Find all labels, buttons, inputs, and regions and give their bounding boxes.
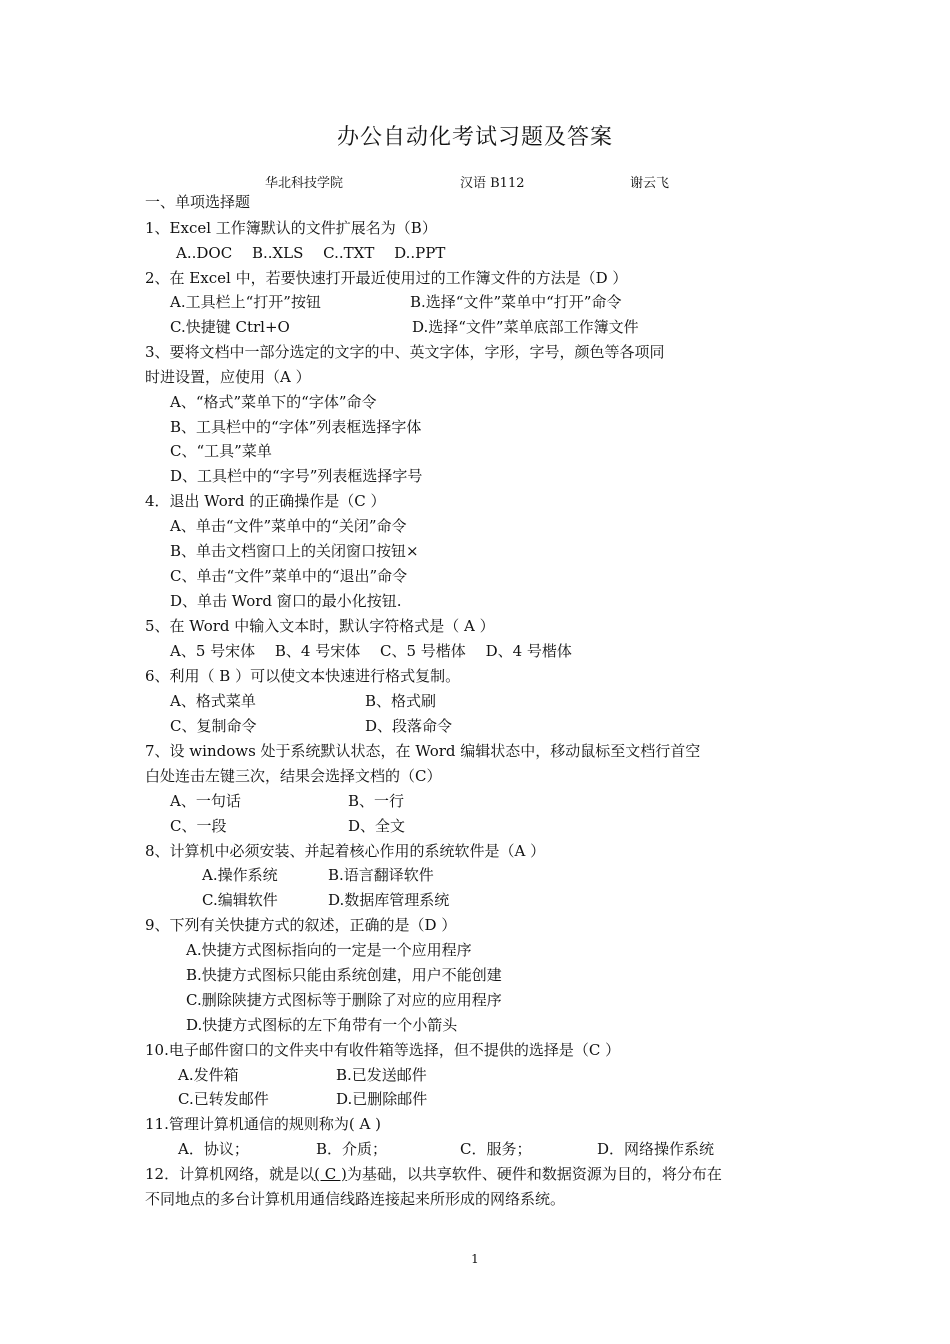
question-3-option-c: C、“工具”菜单 (170, 442, 272, 460)
school-name: 华北科技学院 (265, 176, 344, 191)
question-5-options: A、5 号宋体 B、4 号宋体 C、5 号楷体 D、4 号楷体 (170, 642, 572, 660)
author-name: 谢云飞 (630, 176, 670, 191)
question-9-option-d: D.快捷方式图标的左下角带有一个小箭头 (186, 1016, 458, 1034)
question-9-option-b: B.快捷方式图标只能由系统创建，用户不能创建 (186, 966, 502, 984)
question-4-option-b: B、单击文档窗口上的关闭窗口按钮× (170, 542, 419, 560)
question-3-option-a: A、“格式”菜单下的“字体”命令 (170, 393, 377, 411)
question-7-option-d: D、全文 (348, 817, 406, 835)
question-7-option-a: A、一句话 (170, 792, 241, 810)
question-9-option-a: A.快捷方式图标指向的一定是一个应用程序 (186, 941, 472, 959)
question-12-cont: 不同地点的多台计算机用通信线路连接起来所形成的网络系统。 (145, 1190, 566, 1208)
question-7-option-c: C、一段 (170, 817, 227, 835)
question-11-option-b: B．介质； (316, 1140, 388, 1158)
question-10-option-b: B.已发送邮件 (336, 1066, 427, 1084)
question-4-option-d: D、单击 Word 窗口的最小化按钮. (170, 592, 402, 610)
question-2-option-b: B.选择“文件”菜单中“打开”命令 (410, 293, 622, 311)
section-heading: 一、单项选择题 (145, 193, 251, 211)
question-4-option-c: C、单击“文件”菜单中的“退出”命令 (170, 567, 408, 585)
class-name: 汉语 B112 (460, 176, 525, 191)
page-number: 1 (471, 1252, 479, 1266)
question-6: 6、利用（ B ）可以使文本快速进行格式复制。 (145, 667, 461, 685)
question-2: 2、在 Excel 中，若要快速打开最近使用过的工作簿文件的方法是（D ） (145, 269, 628, 287)
question-6-option-b: B、格式刷 (365, 692, 437, 710)
question-3-option-b: B、工具栏中的“字体”列表框选择字体 (170, 418, 422, 436)
question-11: 11.管理计算机通信的规则称为( A ) (145, 1115, 381, 1133)
question-8-option-c: C.编辑软件 (202, 891, 278, 909)
question-5: 5、在 Word 中输入文本时，默认字符格式是（ A ） (145, 617, 495, 635)
question-11-option-c: C．服务； (460, 1140, 532, 1158)
document-title: 办公自动化考试习题及答案 (336, 125, 613, 150)
question-8: 8、计算机中必须安装、并起着核心作用的系统软件是（A ） (145, 842, 546, 860)
question-3-option-d: D、工具栏中的“字号”列表框选择字号 (170, 467, 423, 485)
question-7-option-b: B、一行 (348, 792, 405, 810)
question-3: 3、要将文档中一部分选定的文字的中、英文字体，字形，字号，颜色等各项同 (145, 343, 665, 361)
question-4-option-a: A、单击“文件”菜单中的“关闭”命令 (170, 517, 407, 535)
question-1: 1、Excel 工作簿默认的文件扩展名为（B） (145, 219, 437, 237)
question-7: 7、设 windows 处于系统默认状态，在 Word 编辑状态中，移动鼠标至文档行首空 (145, 742, 701, 760)
question-7-cont: 白处连击左键三次，结果会选择文档的（C） (145, 767, 442, 785)
question-2-option-d: D.选择“文件”菜单底部工作簿文件 (412, 318, 639, 336)
question-2-option-a: A.工具栏上“打开”按钮 (170, 293, 321, 311)
question-12-answer: ( C ) (314, 1165, 347, 1183)
question-6-option-a: A、格式菜单 (170, 692, 256, 710)
question-8-option-a: A.操作系统 (202, 866, 278, 884)
question-10: 10.电子邮件窗口的文件夹中有收件箱等选择，但不提供的选择是（C ） (145, 1041, 621, 1059)
question-12-text-end: 为基础，以共享软件、硬件和数据资源为目的，将分布在 (346, 1165, 722, 1183)
question-12-text-start: 12．计算机网络，就是以 (145, 1165, 315, 1183)
question-11-option-a: A．协议； (178, 1140, 249, 1158)
question-6-option-d: D、段落命令 (365, 717, 453, 735)
question-10-option-d: D.已删除邮件 (336, 1090, 428, 1108)
question-3-cont: 时进设置，应使用（A ） (145, 368, 311, 386)
question-8-option-d: D.数据库管理系统 (328, 891, 450, 909)
question-4: 4．退出 Word 的正确操作是（C ） (145, 492, 386, 510)
question-10-option-a: A.发件箱 (178, 1066, 239, 1084)
question-9: 9、下列有关快捷方式的叙述，正确的是（D ） (145, 916, 457, 934)
question-6-option-c: C、复制命令 (170, 717, 257, 735)
question-8-option-b: B.语言翻译软件 (328, 866, 434, 884)
question-1-options: A..DOC B..XLS C..TXT D..PPT (176, 244, 446, 262)
question-11-option-d: D．网络操作系统 (597, 1140, 715, 1158)
question-12 (145, 1164, 722, 1184)
question-10-option-c: C.已转发邮件 (178, 1090, 269, 1108)
question-2-option-c: C.快捷键 Ctrl+O (170, 318, 290, 336)
question-9-option-c: C.删除陕捷方式图标等于删除了对应的应用程序 (186, 991, 502, 1009)
